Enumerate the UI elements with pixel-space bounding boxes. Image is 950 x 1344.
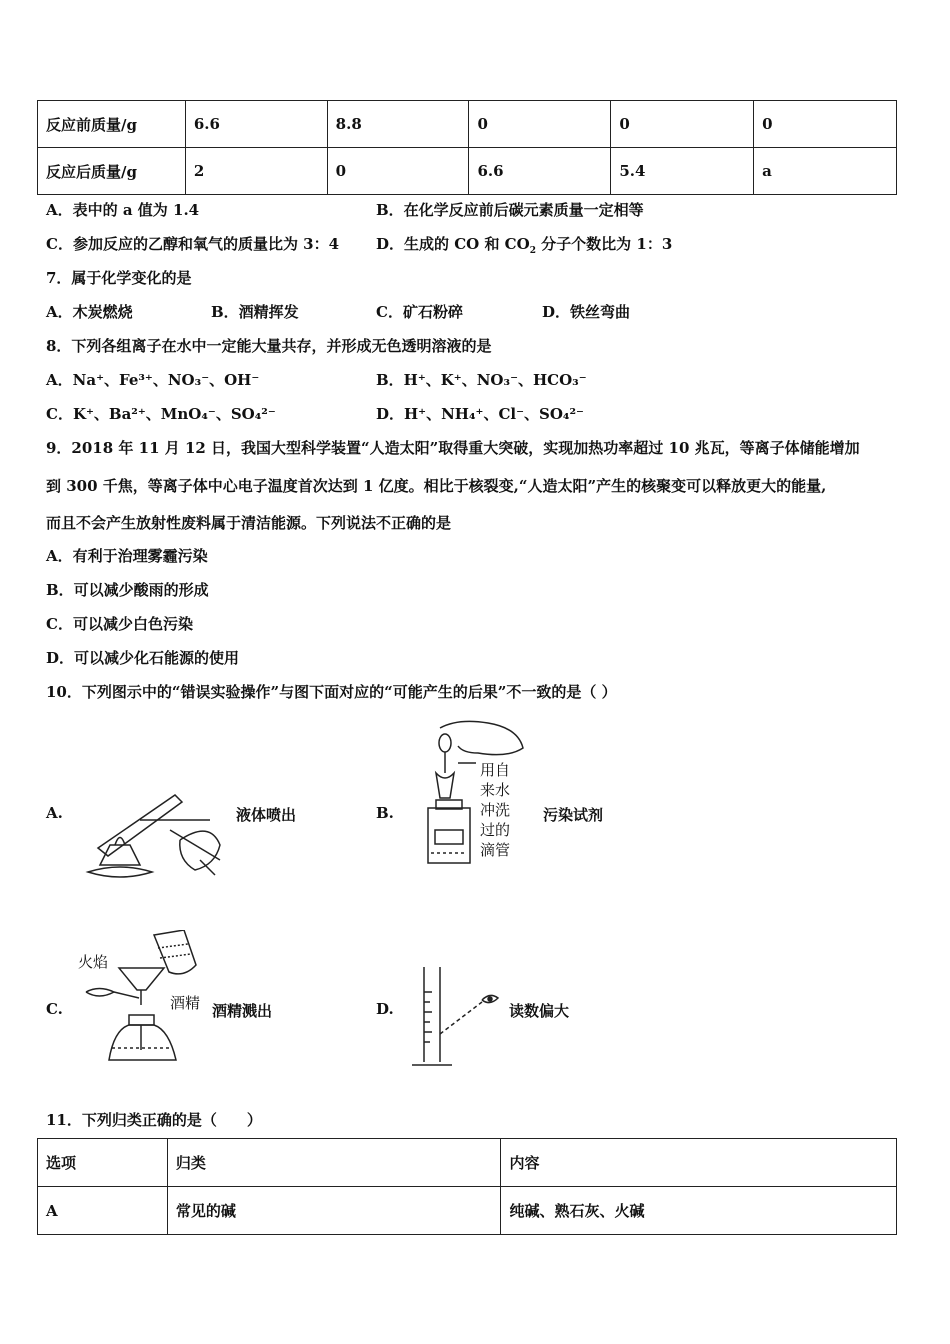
table-cell: 常见的碱 [167, 1187, 501, 1235]
fig-c-result: 酒精溅出 [212, 1002, 273, 1020]
fig-c-flame-label: 火焰 [78, 953, 109, 971]
table-cell: 0 [327, 148, 469, 195]
table-cell: 6.6 [185, 101, 327, 148]
table-cell: 2 [185, 148, 327, 195]
fig-b-result: 污染试剂 [543, 806, 604, 824]
classification-table [37, 1138, 897, 1235]
table-cell: 6.6 [469, 148, 611, 195]
q9-option-b: B．可以减少酸雨的形成 [46, 581, 209, 599]
q7-option-c: C．矿石粉碎 [376, 303, 463, 321]
table-row [38, 148, 897, 195]
table-row [38, 1187, 897, 1235]
fig-d-result: 读数偏大 [509, 1002, 570, 1020]
q7-option-a: A．木炭燃烧 [46, 303, 133, 321]
fig-b-label-line: 过的 [480, 821, 511, 839]
q6-d-subscript: 2 [529, 246, 536, 256]
table-cell: 5.4 [611, 148, 754, 195]
fig-b-label-line: 来水 [480, 781, 511, 799]
table-cell: 0 [611, 101, 754, 148]
q9-option-d: D．可以减少化石能源的使用 [46, 649, 240, 667]
fig-b-letter: B. [376, 804, 394, 822]
table-cell: 0 [469, 101, 611, 148]
row-label: 反应前质量/g [38, 101, 186, 148]
table-cell: 0 [754, 101, 897, 148]
q6-option-a: A．表中的 a 值为 1.4 [46, 201, 200, 219]
q9-option-a: A．有利于治理雾霾污染 [46, 547, 208, 565]
q6-option-c: C．参加反应的乙醇和氧气的质量比为 3：4 [46, 235, 340, 253]
fig-d-letter: D. [376, 1000, 394, 1018]
q9-stem-line1: 9．2018 年 11 月 12 日，我国大型科学装置“人造太阳”取得重大突破，实现加热功率超过 10 兆瓦，等离子体储能增加 [46, 439, 860, 457]
q10-stem: 10．下列图示中的“错误实验操作”与图下面对应的“可能产生的后果”不一致的是（ ） [46, 683, 617, 701]
table-header-row [38, 1139, 897, 1187]
fig-c-alcohol-label: 酒精 [170, 994, 201, 1012]
q11-stem: 11．下列归类正确的是（ ） [46, 1111, 262, 1129]
heating-test-tube-figure [70, 790, 230, 885]
fig-c-letter: C. [46, 1000, 63, 1018]
q6-option-b: B．在化学反应前后碳元素质量一定相等 [376, 201, 644, 219]
q8-option-b: B．H⁺、K⁺、NO₃⁻、HCO₃⁻ [376, 371, 587, 389]
fig-b-label [480, 760, 520, 860]
table-cell: a [754, 148, 897, 195]
fig-a-result: 液体喷出 [236, 806, 297, 824]
column-header: 选项 [38, 1139, 168, 1187]
q7-stem: 7．属于化学变化的是 [46, 269, 192, 287]
q8-option-d: D．H⁺、NH₄⁺、Cl⁻、SO₄²⁻ [376, 405, 584, 423]
column-header: 归类 [167, 1139, 501, 1187]
table-cell: 纯碱、熟石灰、火碱 [501, 1187, 897, 1235]
q8-option-a: A．Na⁺、Fe³⁺、NO₃⁻、OH⁻ [46, 371, 260, 389]
q6-d-text: D．生成的 CO 和 CO [376, 235, 530, 253]
table-cell: 8.8 [327, 101, 469, 148]
table-cell: A [38, 1187, 168, 1235]
q8-stem: 8．下列各组离子在水中一定能大量共存，并形成无色透明溶液的是 [46, 337, 492, 355]
mass-table [37, 100, 897, 195]
graduated-cylinder-figure [410, 962, 510, 1072]
fig-b-label-line: 用自 [480, 761, 511, 779]
fig-b-label-line: 冲洗 [480, 801, 511, 819]
q7-option-b: B．酒精挥发 [211, 303, 299, 321]
q6-d-text-end: 分子个数比为 1：3 [535, 235, 673, 253]
alcohol-lamp-figure [84, 930, 209, 1070]
fig-a-letter: A. [46, 804, 63, 822]
q8-option-c: C．K⁺、Ba²⁺、MnO₄⁻、SO₄²⁻ [46, 405, 276, 423]
q9-option-c: C．可以减少白色污染 [46, 615, 193, 633]
q7-option-d: D．铁丝弯曲 [542, 303, 631, 321]
table-row [38, 101, 897, 148]
column-header: 内容 [501, 1139, 897, 1187]
row-label: 反应后质量/g [38, 148, 186, 195]
q6-option-d [376, 233, 672, 256]
q9-stem-line2: 到 300 千焦，等离子体中心电子温度首次达到 1 亿度。相比于核裂变,“人造太阳”产生的核聚变可以释放更大的能量, [46, 477, 827, 495]
fig-b-label-line: 滴管 [480, 841, 511, 859]
q9-stem-line3: 而且不会产生放射性废料属于清洁能源。下列说法不正确的是 [46, 514, 452, 532]
